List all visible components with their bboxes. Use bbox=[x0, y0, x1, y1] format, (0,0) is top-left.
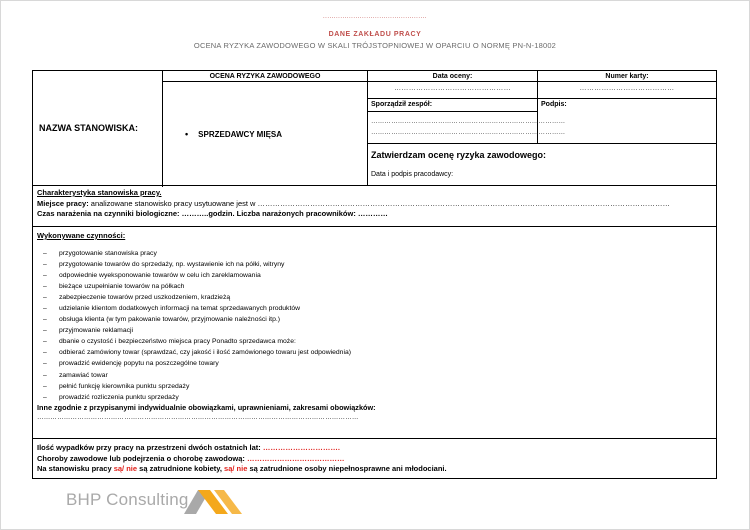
assessment-column-title: OCENA RYZYKA ZAWODOWEGO bbox=[163, 71, 368, 82]
assessment-date-field[interactable]: ………………………………………… bbox=[368, 82, 538, 99]
team-label: Sporządził zespół: bbox=[368, 99, 538, 112]
option-disabled[interactable]: są/ nie bbox=[224, 464, 248, 473]
bhp-consulting-logo bbox=[66, 488, 246, 518]
list-item: – przyjmowanie reklamacji bbox=[43, 327, 134, 335]
other-responsibilities-label: Inne zgodnie z przypisanymi indywidualnie obowiązkami, uprawnieniami, zakresami obowiązków: bbox=[37, 402, 376, 412]
characteristics-section bbox=[33, 186, 717, 227]
approval-cell[interactable] bbox=[368, 144, 717, 186]
team-dotline-2: …………………………………………………………………………… bbox=[371, 129, 566, 136]
approval-subtitle: Data i podpis pracodawcy: bbox=[371, 171, 454, 178]
list-item: – prowadzić ewidencję popytu na poszczególne towary bbox=[43, 360, 219, 368]
card-number-label: Numer karty: bbox=[538, 71, 717, 82]
exposure-line: Czas narażenia na czynniki biologiczne: ………..godzin. Liczba narażonych pracowników: ………… bbox=[37, 209, 388, 218]
card-number-field[interactable]: ………………………………… bbox=[538, 82, 717, 99]
list-item: – zamawiać towar bbox=[43, 371, 108, 379]
tasks-section bbox=[33, 227, 717, 439]
list-item: – prowadzić rozliczenia punktu sprzedaży bbox=[43, 393, 179, 401]
tasks-list bbox=[37, 248, 716, 403]
bullet-icon: • bbox=[185, 128, 189, 139]
list-item: – udzielanie klientom dodatkowych informacji na temat sprzedawanych produktów bbox=[43, 304, 301, 312]
option-women[interactable]: są/ nie bbox=[113, 464, 138, 473]
logo-chevron-icon bbox=[184, 488, 246, 514]
accidents-line: Ilość wypadków przy pracy na przestrzeni dwóch ostatnich lat: …………………………. bbox=[37, 443, 340, 452]
team-dotline-1: …………………………………………………………………………… bbox=[371, 118, 566, 125]
risk-assessment-form bbox=[32, 70, 717, 479]
workplace-line: Miejsce pracy: analizowane stanowisko pracy usytuowane jest w ………………………………………………………………………………………………………………………………………………… bbox=[37, 198, 671, 208]
employment-line: Na stanowisku pracy są/ nie są zatrudnione kobiety, są/ nie są zatrudnione osoby niepełnosprawne ani młodociani. bbox=[37, 464, 447, 473]
document-subtitle: OCENA RYZYKA ZAWODOWEGO W SKALI TRÓJSTOPNIOWEJ W OPARCIU O NORMĘ PN-N-18002 bbox=[193, 41, 557, 50]
company-name: DANE ZAKŁADU PRACY bbox=[328, 31, 422, 38]
list-item: – zabezpieczenie towarów przed uszkodzeniem, kradzieżą bbox=[43, 293, 231, 301]
list-item: – dbanie o czystość i bezpieczeństwo miejsca pracy Ponadto sprzedawca może: bbox=[43, 338, 296, 346]
approval-title: Zatwierdzam ocenę ryzyka zawodowego: bbox=[371, 150, 547, 160]
list-item: – odbierać zamówiony towar (sprawdzać, czy jakość i ilość zamówionego towaru jest odpowiednia) bbox=[43, 349, 352, 357]
characteristics-title: Charakterystyka stanowiska pracy. bbox=[37, 188, 162, 197]
tasks-title: Wykonywane czynności: bbox=[37, 231, 126, 240]
position-name-label: NAZWA STANOWISKA: bbox=[33, 71, 163, 186]
job-title: SPRZEDAWCY MIĘSA bbox=[198, 129, 283, 139]
signature-label: Podpis: bbox=[538, 99, 717, 144]
other-responsibilities-field[interactable]: ……………………………………………………………………………………………………………………………… bbox=[37, 413, 359, 421]
job-title-cell bbox=[163, 82, 368, 186]
diseases-line: Choroby zawodowe lub podejrzenia o chorobę zawodową: ………………………………… bbox=[37, 453, 345, 463]
list-item: – obsługa klienta (w tym pakowanie towarów, przyjmowanie należności itp.) bbox=[43, 316, 281, 324]
list-item: – przygotowanie stanowiska pracy bbox=[43, 249, 157, 257]
list-item: – odpowiednie wyeksponowanie towarów w celu ich zareklamowania bbox=[43, 271, 261, 279]
team-field[interactable] bbox=[368, 112, 566, 144]
assessment-date-label: Data oceny: bbox=[368, 71, 538, 82]
list-item: – pełnić funkcję kierownika punktu sprzedaży bbox=[43, 382, 190, 390]
logo-text: BHP Consulting bbox=[66, 490, 189, 509]
list-item: – bieżące uzupełnianie towarów na półkach bbox=[43, 282, 185, 290]
statistics-section bbox=[33, 439, 717, 479]
list-item: – przygotowanie towarów do sprzedaży, np. wystawienie ich na półki, witryny bbox=[43, 260, 285, 268]
company-dots: ................................................ bbox=[322, 14, 427, 20]
